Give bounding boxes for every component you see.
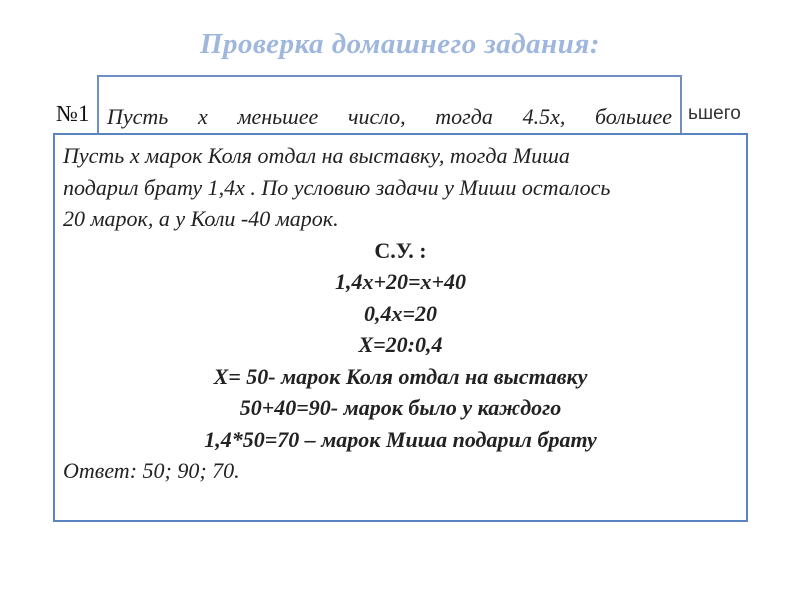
answer-line: Ответ: 50; 90; 70. [63, 458, 240, 483]
task-number-label: №1 [56, 101, 90, 126]
solution-line: 1,4х+20=х+40 [334, 269, 467, 294]
solution-line: 50+40=90- марок было у каждого [239, 395, 562, 420]
problem-line: подарил брату 1,4х . По условию задачи у Миши осталось [63, 174, 611, 200]
obscured-text-fragment: ьшего [688, 103, 741, 124]
solution-line-header: С.У. : [374, 237, 427, 263]
solution-line: Х= 50- марок Коля отдал на выставку [213, 363, 588, 389]
solution-line: 0,4х=20 [363, 300, 438, 326]
previous-answer-text: Пусть х меньшее число, тогда 4.5х, большее [107, 104, 672, 129]
problem-line: 20 марок, а у Коли -40 марок. [63, 206, 339, 231]
solution-line: 1,4*50=70 – марок Миша подарил брату [204, 426, 597, 452]
solution-card [53, 133, 748, 522]
solution-content [63, 140, 738, 487]
solution-line: Х=20:0,4 [358, 332, 443, 357]
problem-line: Пусть х марок Коля отдал на выставку, тогда Миша [63, 143, 570, 168]
previous-answer-card [97, 75, 682, 135]
slide-title: Проверка домашнего задания: [199, 28, 600, 60]
